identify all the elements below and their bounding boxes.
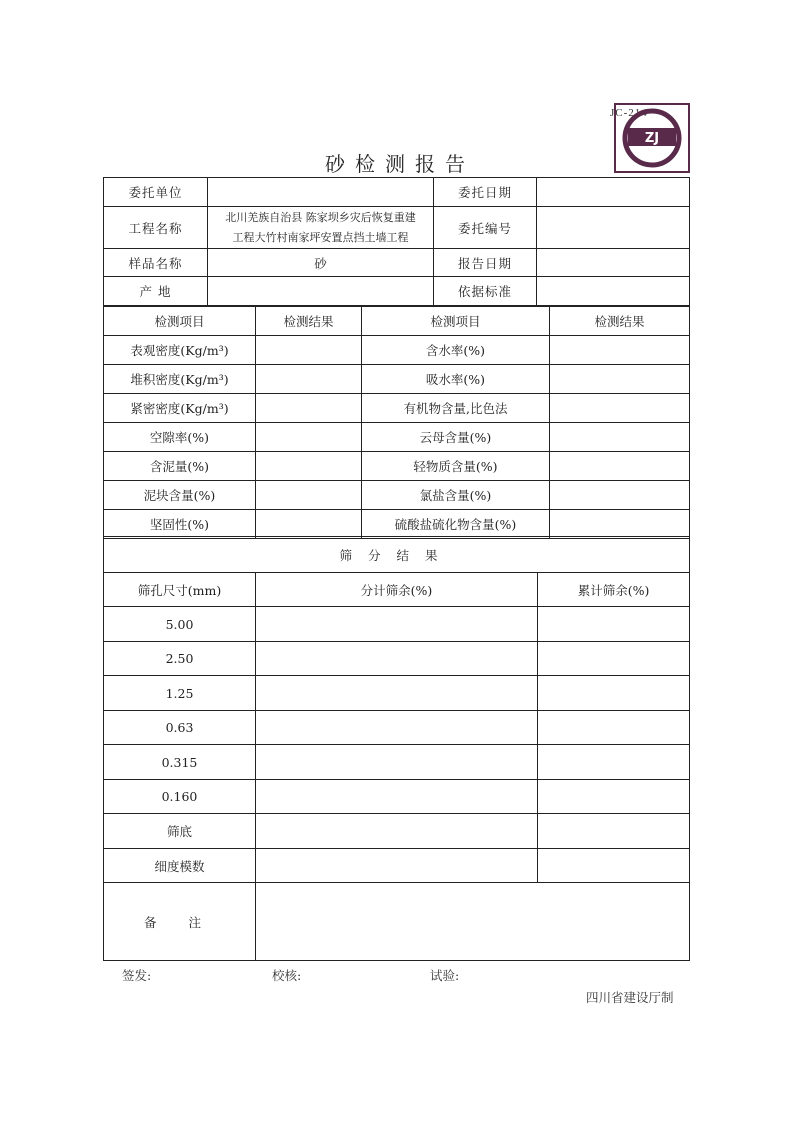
table-row [104,481,690,510]
commission-no-value[interactable] [537,207,690,249]
page-title: 砂检测报告 [325,152,475,176]
sample-value[interactable]: 砂 [208,249,434,277]
sieve-individual[interactable] [256,814,538,849]
issue-label: 签发: [122,968,152,983]
table-row [104,849,690,883]
table-row [104,452,690,481]
test-item: 硫酸盐硫化物含量(%) [362,510,550,539]
sieve-size: 1.25 [104,676,256,711]
test-result[interactable] [256,481,362,510]
sieve-size: 0.63 [104,711,256,745]
sieve-cumulative[interactable] [538,607,690,642]
test-item: 含泥量(%) [104,452,256,481]
test-item: 氯盐含量(%) [362,481,550,510]
report-date-value[interactable] [537,249,690,277]
project-label: 工程名称 [104,207,208,249]
project-value-line1: 北川羌族自治县 陈家坝乡灾后恢复重建 [225,210,416,224]
test-item: 泥块含量(%) [104,481,256,510]
sieve-cumulative[interactable] [538,676,690,711]
sieve-individual[interactable] [256,642,538,676]
sieve-individual[interactable] [256,607,538,642]
standard-label: 依据标准 [434,277,537,306]
remarks-value[interactable] [256,883,690,961]
test-item: 吸水率(%) [362,365,550,394]
project-value[interactable] [208,207,434,249]
table-row [104,780,690,814]
form-code: JC-214 [610,107,648,119]
table-row [104,423,690,452]
review-label: 校核: [272,968,302,983]
commission-date-label: 委托日期 [434,178,537,207]
test-item: 堆积密度(Kg/m³) [104,365,256,394]
sieve-individual[interactable] [256,780,538,814]
commission-date-value[interactable] [537,178,690,207]
table-row [104,676,690,711]
test-result[interactable] [256,423,362,452]
sieve-size: 0.315 [104,745,256,780]
sieve-cumulative[interactable] [538,780,690,814]
test-item: 轻物质含量(%) [362,452,550,481]
sieve-header-individual: 分计筛余(%) [256,573,538,607]
test-result[interactable] [550,481,690,510]
sieve-cumulative[interactable] [538,814,690,849]
logo-icon [614,103,690,173]
sieve-cumulative[interactable] [538,642,690,676]
table-row [104,336,690,365]
sieve-table [103,536,690,961]
tests-header-item-left: 检测项目 [104,307,256,336]
sieve-individual[interactable] [256,711,538,745]
fineness-modulus-label: 细度模数 [104,849,256,883]
test-result[interactable] [256,510,362,539]
project-value-line2: 工程大竹村南家坪安置点挡土墙工程 [232,230,409,244]
test-result[interactable] [550,452,690,481]
sieve-size: 2.50 [104,642,256,676]
sieve-individual[interactable] [256,849,538,883]
origin-value[interactable] [208,277,434,306]
client-value[interactable] [208,178,434,207]
sieve-header-size: 筛孔尺寸(mm) [104,573,256,607]
table-row [104,745,690,780]
test-result[interactable] [550,423,690,452]
sieve-header-cumulative: 累计筛余(%) [538,573,690,607]
logo-text: ZJ [644,131,660,146]
report-date-label: 报告日期 [434,249,537,277]
sieve-individual[interactable] [256,745,538,780]
sieve-cumulative[interactable] [538,849,690,883]
tests-table [103,306,690,539]
test-result[interactable] [550,510,690,539]
tests-header-result-right: 检测结果 [550,307,690,336]
sieve-cumulative[interactable] [538,711,690,745]
table-row [104,607,690,642]
test-result[interactable] [550,394,690,423]
remarks-label: 备 注 [104,883,256,961]
client-label: 委托单位 [104,178,208,207]
table-row [104,510,690,539]
test-label: 试验: [430,968,460,983]
tests-header-result-left: 检测结果 [256,307,362,336]
info-table [103,177,690,306]
test-item: 空隙率(%) [104,423,256,452]
maker-credit: 四川省建设厅制 [586,990,674,1005]
sieve-section-title: 筛分结果 [104,537,690,573]
table-row [104,642,690,676]
table-row [104,365,690,394]
commission-no-label: 委托编号 [434,207,537,249]
sieve-individual[interactable] [256,676,538,711]
test-result[interactable] [256,394,362,423]
table-row [104,394,690,423]
sieve-size: 5.00 [104,607,256,642]
tests-header-item-right: 检测项目 [362,307,550,336]
test-item: 表观密度(Kg/m³) [104,336,256,365]
origin-label: 产 地 [104,277,208,306]
sieve-size: 0.160 [104,780,256,814]
test-item: 含水率(%) [362,336,550,365]
sieve-size: 筛底 [104,814,256,849]
sieve-cumulative[interactable] [538,745,690,780]
test-result[interactable] [550,365,690,394]
test-result[interactable] [256,336,362,365]
test-result[interactable] [550,336,690,365]
test-result[interactable] [256,452,362,481]
test-item: 云母含量(%) [362,423,550,452]
table-row [104,814,690,849]
table-row [104,711,690,745]
test-result[interactable] [256,365,362,394]
test-item: 坚固性(%) [104,510,256,539]
test-item: 紧密密度(Kg/m³) [104,394,256,423]
sample-label: 样品名称 [104,249,208,277]
standard-value[interactable] [537,277,690,306]
test-item: 有机物含量,比色法 [362,394,550,423]
